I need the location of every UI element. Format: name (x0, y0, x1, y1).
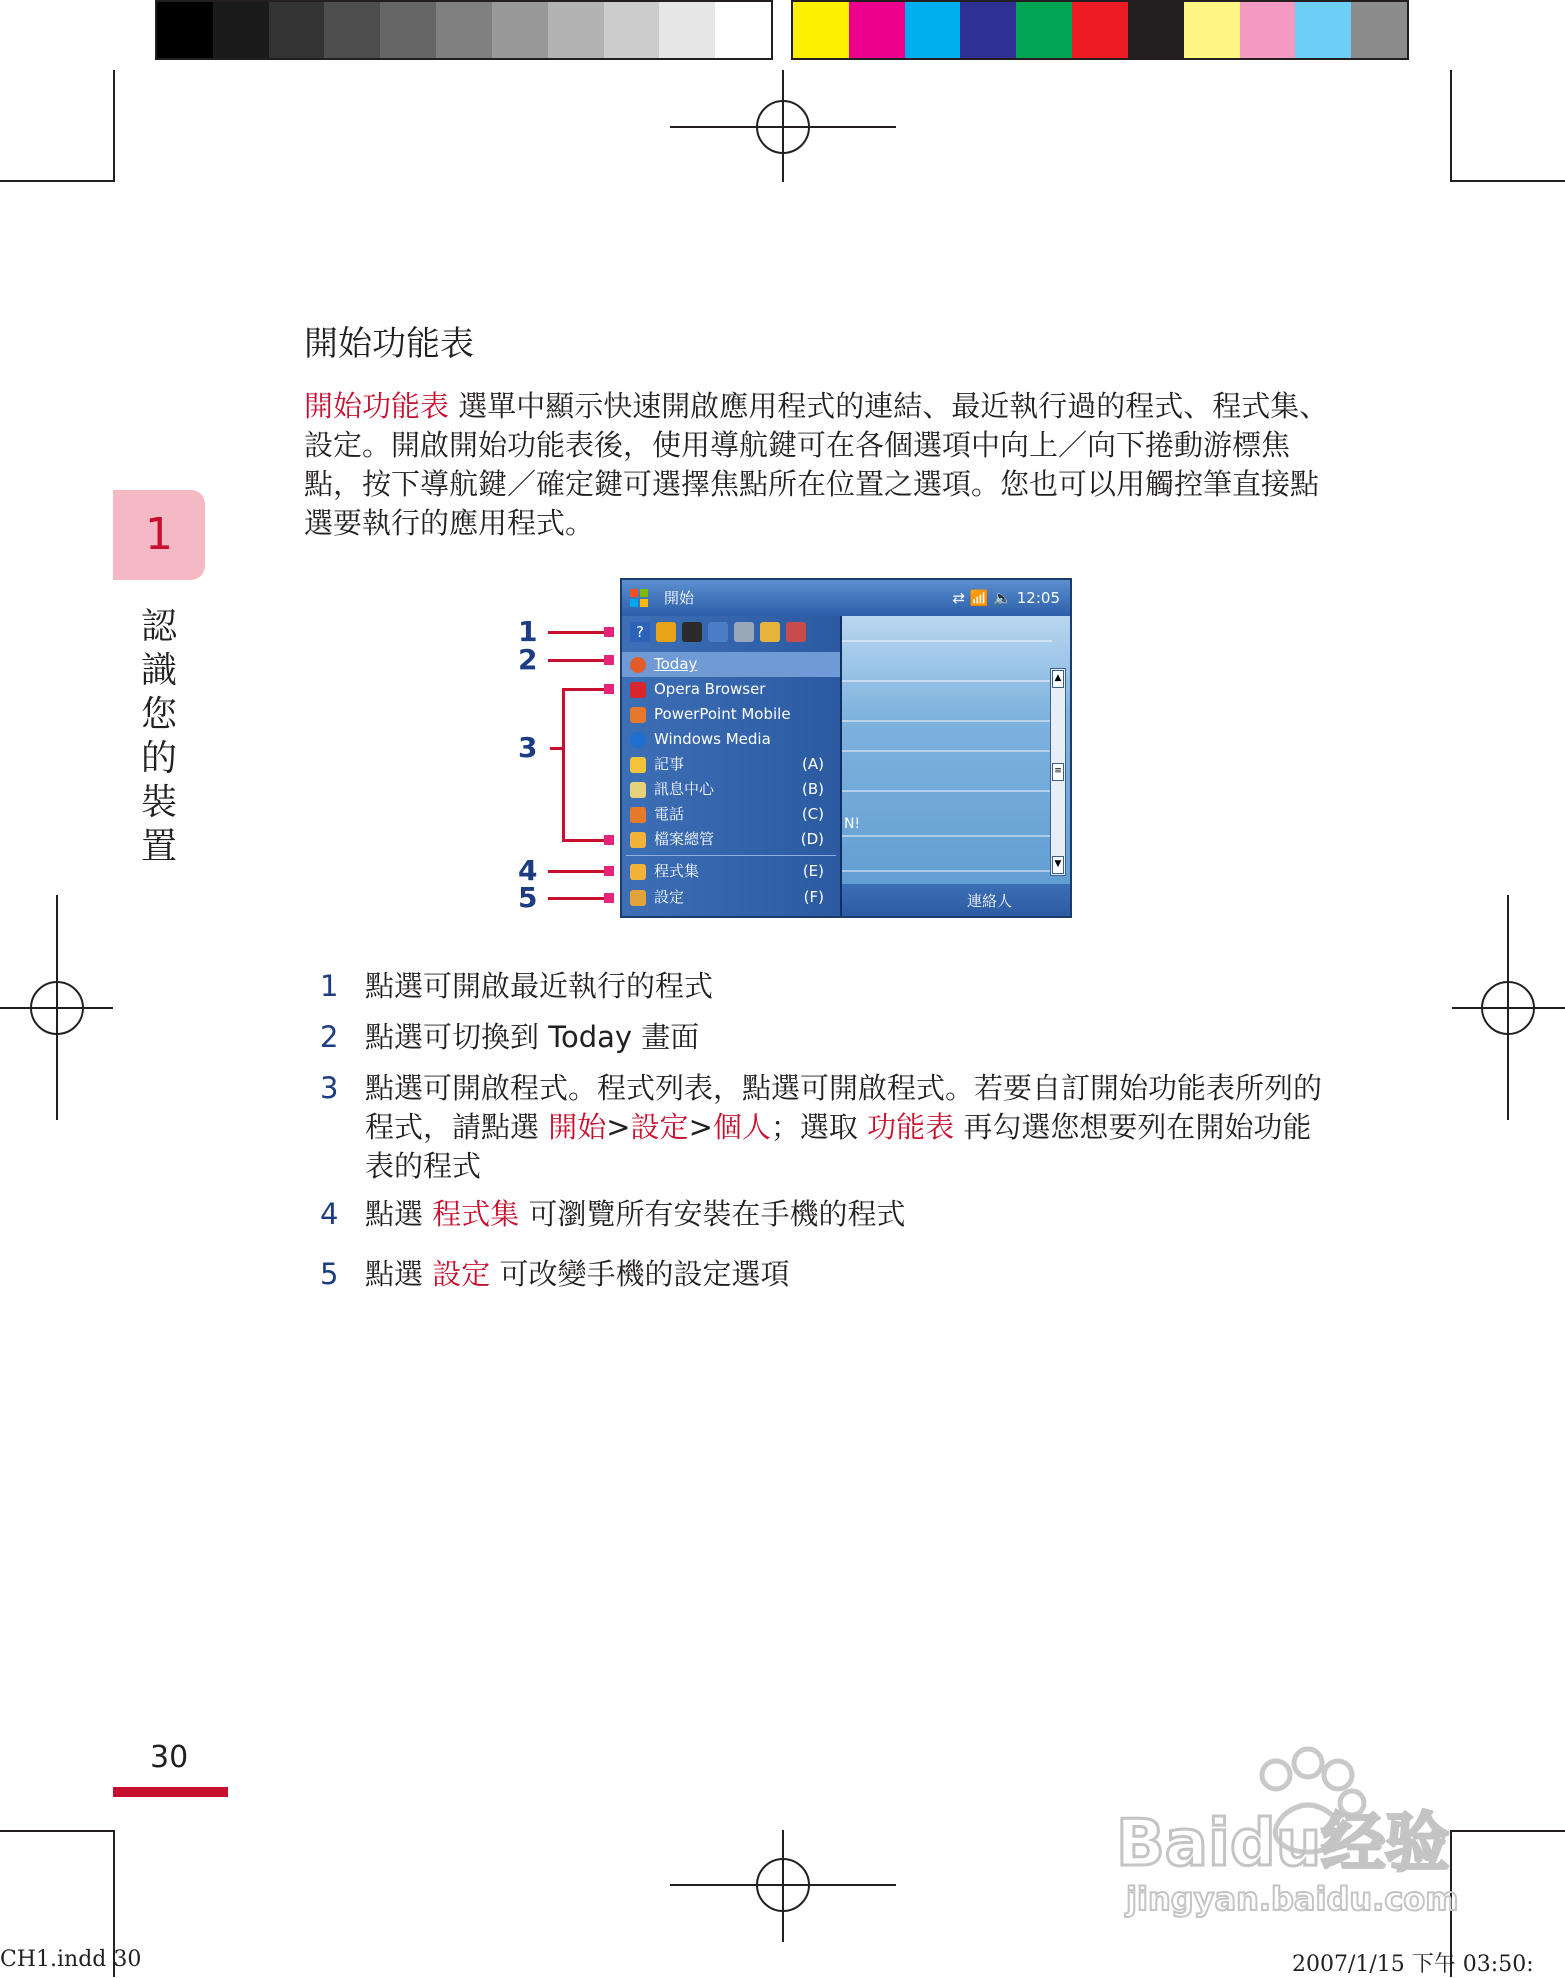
gray-swatch (157, 2, 213, 58)
menu-item-file-explorer[interactable]: 檔案總管 (D) (622, 827, 840, 852)
messaging-icon (630, 782, 646, 798)
text-run: 點選 (365, 1197, 433, 1231)
page-number-bar (113, 1787, 228, 1797)
baidu-watermark-logo (1116, 1745, 1476, 1925)
menu-item-today[interactable]: Today (622, 652, 840, 677)
text-run: > (606, 1110, 631, 1144)
phone-icon (630, 807, 646, 823)
bluetooth-icon[interactable] (760, 622, 780, 642)
status-area[interactable] (952, 580, 1060, 616)
chapter-title-char: 您 (140, 694, 177, 735)
settings-folder-icon (630, 890, 646, 906)
svg-text:jingyan.baidu.com: jingyan.baidu.com (1126, 1880, 1459, 1918)
process-color-bar (791, 0, 1409, 60)
windows-logo-icon[interactable] (628, 587, 650, 609)
softkey-bar (842, 884, 1072, 918)
clock: 12:05 (1016, 589, 1060, 607)
chapter-number-tab: 1 (113, 490, 205, 580)
menu-item-notes[interactable]: 記事 (A) (622, 752, 840, 777)
color-swatch (1016, 2, 1072, 58)
gray-swatch (213, 2, 269, 58)
list-item-text (365, 1069, 1330, 1186)
volume-icon: 🔈 (993, 589, 1012, 607)
color-swatch (849, 2, 905, 58)
list-item-text (365, 1255, 1330, 1294)
color-swatch (1240, 2, 1296, 58)
color-swatch (1184, 2, 1240, 58)
chapter-title-char: 的 (140, 738, 177, 779)
page-number: 30 (150, 1740, 189, 1775)
text-run: 再勾選您想要列在開始功能表的程式 (365, 1110, 1312, 1183)
text-run: > (688, 1110, 713, 1144)
phone-device-icon[interactable] (734, 622, 754, 642)
scrollbar[interactable] (1050, 668, 1066, 876)
list-item-number: 2 (320, 1020, 339, 1054)
list-item-number: 1 (320, 969, 339, 1003)
menu-divider (626, 855, 836, 856)
folder-icon (630, 832, 646, 848)
highlighted-term: 設定 (432, 1257, 491, 1291)
color-swatch (1072, 2, 1128, 58)
music-icon[interactable] (708, 622, 728, 642)
menu-item-phone[interactable]: 電話 (C) (622, 802, 840, 827)
gray-swatch (548, 2, 604, 58)
callout-3: 3 (518, 731, 538, 764)
list-item-number: 4 (320, 1197, 339, 1231)
picture-icon[interactable] (786, 622, 806, 642)
menu-item-powerpoint[interactable]: PowerPoint Mobile (622, 702, 840, 727)
color-swatch (1351, 2, 1407, 58)
footer-timestamp: 2007/1/15 下午 03:50: (1292, 1952, 1534, 1977)
gray-swatch (659, 2, 715, 58)
list-item-number: 3 (320, 1071, 339, 1105)
notes-icon (630, 757, 646, 773)
scroll-down-icon[interactable]: ▼ (1052, 856, 1064, 874)
contacts-softkey[interactable]: 連絡人 (966, 892, 1012, 910)
sync-icon: ⇄ (952, 589, 966, 607)
chapter-title-char: 認 (140, 606, 177, 647)
menu-item-settings[interactable]: 設定 (F) (622, 885, 840, 910)
svg-text:Baidu经验: Baidu经验 (1116, 1807, 1450, 1881)
today-icon (630, 657, 646, 673)
callout-4: 4 (518, 854, 538, 887)
chapter-title-char: 識 (140, 650, 177, 691)
highlighted-term: 程式集 (432, 1197, 520, 1231)
footer-file-info: CH1.indd 30 (0, 1947, 142, 1972)
text-run: 可改變手機的設定選項 (490, 1257, 790, 1291)
gray-swatch (604, 2, 660, 58)
intro-highlight: 開始功能表 (304, 389, 450, 423)
callout-2: 2 (518, 643, 538, 676)
color-swatch (1295, 2, 1351, 58)
help-icon[interactable]: ? (630, 622, 650, 642)
media-icon[interactable] (682, 622, 702, 642)
color-swatch (1128, 2, 1184, 58)
text-run: 點選可開啟最近執行的程式 (365, 969, 714, 1003)
title-bar (622, 580, 1070, 616)
gray-swatch (715, 2, 771, 58)
menu-item-programs[interactable]: 程式集 (E) (622, 859, 840, 884)
chapter-title-char: 置 (140, 826, 177, 867)
menu-item-windows-media[interactable]: Windows Media (622, 727, 840, 752)
gray-swatch (380, 2, 436, 58)
games-icon[interactable] (656, 622, 676, 642)
intro-paragraph (304, 387, 1334, 543)
background-text: N! (844, 816, 861, 832)
intro-text: 選單中顯示快速開啟應用程式的連結、最近執行過的程式、程式集、設定。開啟開始功能表後，使用導航鍵可在各個選項中向上／向下捲動游標焦點，按下導航鍵／確定鍵可選擇焦點所在位置之選項。您也可以用觸控筆直接點選要執行的應用程式。 (304, 389, 1329, 540)
highlighted-term: 功能表 (867, 1110, 955, 1144)
window-title: 開始 (664, 589, 695, 607)
chapter-title-vertical (137, 605, 181, 869)
text-run: 點選可切換到 Today 畫面 (365, 1020, 700, 1054)
callout-5: 5 (518, 881, 538, 914)
text-run: 可瀏覽所有安裝在手機的程式 (519, 1197, 906, 1231)
recent-programs-row (630, 622, 806, 642)
opera-icon (630, 682, 646, 698)
programs-folder-icon (630, 864, 646, 880)
list-item-text (365, 967, 1330, 1006)
signal-icon: 📶 (969, 589, 989, 607)
text-run: ；選取 (770, 1110, 868, 1144)
list-item-text (365, 1018, 1330, 1057)
gray-swatch (492, 2, 548, 58)
gray-swatch (436, 2, 492, 58)
start-menu-screenshot (620, 578, 1072, 918)
list-item-text (365, 1195, 1330, 1234)
powerpoint-icon (630, 707, 646, 723)
text-run: 點選可開啟程式。程式列表，點選可開啟程式。若要自訂開始功能表所列的程式，請點選 (365, 1071, 1323, 1144)
chapter-title-char: 裝 (140, 782, 177, 823)
color-swatch (960, 2, 1016, 58)
list-item-number: 5 (320, 1257, 339, 1291)
highlighted-term: 開始 (548, 1110, 607, 1144)
grayscale-color-bar (155, 0, 773, 60)
windows-media-icon (630, 732, 646, 748)
menu-item-messaging[interactable]: 訊息中心 (B) (622, 777, 840, 802)
scroll-thumb[interactable]: ≡ (1052, 763, 1064, 781)
scroll-up-icon[interactable]: ▲ (1052, 670, 1064, 688)
text-run: 點選 (365, 1257, 433, 1291)
menu-item-opera[interactable]: Opera Browser (622, 677, 840, 702)
color-swatch (793, 2, 849, 58)
callout-1: 1 (518, 615, 538, 648)
gray-swatch (269, 2, 325, 58)
color-swatch (905, 2, 961, 58)
highlighted-term: 個人 (712, 1110, 771, 1144)
section-heading: 開始功能表 (304, 324, 474, 364)
start-menu (622, 616, 842, 918)
gray-swatch (324, 2, 380, 58)
highlighted-term: 設定 (630, 1110, 689, 1144)
